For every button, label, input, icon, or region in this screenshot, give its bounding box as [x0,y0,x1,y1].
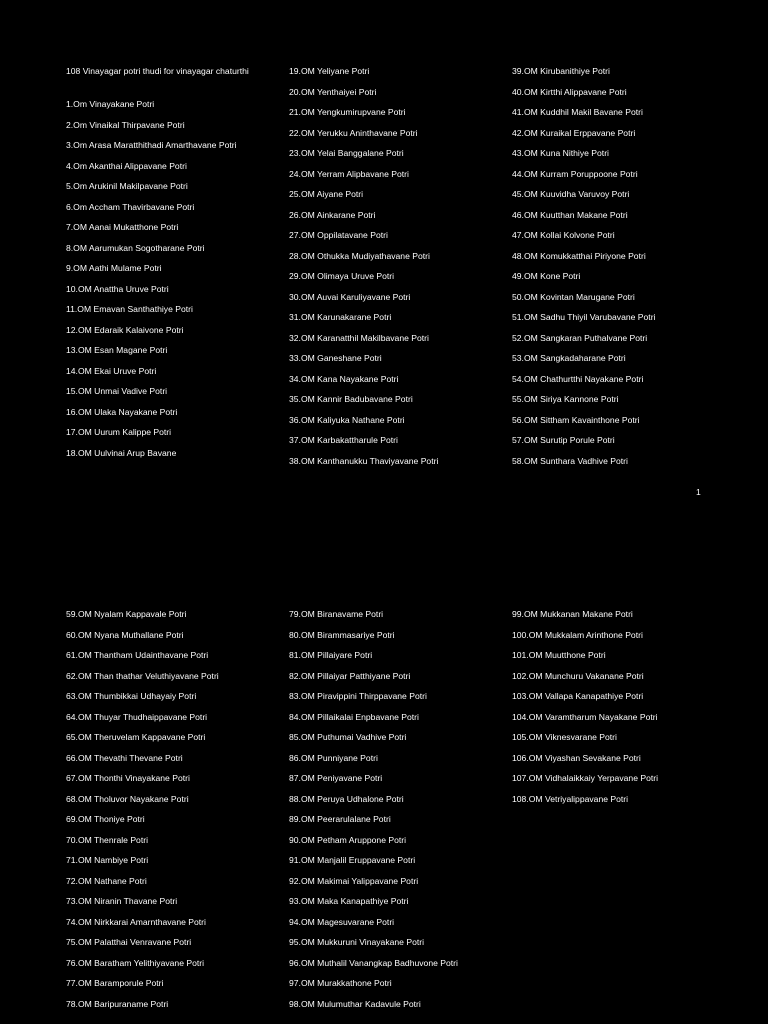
potri-line: 74.OM Nirkkarai Amarnthavane Potri [66,916,206,927]
potri-line: 84.OM Pillaikalai Enpbavane Potri [289,711,419,722]
column-3 [512,609,658,814]
potri-line: 89.OM Peerarulalane Potri [289,814,391,824]
potri-line: 9.OM Aathi Mulame Potri [66,263,162,273]
potri-line: 25.OM Aiyane Potri [289,189,364,199]
potri-line: 3.Om Arasa Maratthithadi Amarthavane Potri [66,140,237,150]
potri-line: 97.OM Murakkathone Potri [289,978,392,988]
potri-line: 82.OM Pillaiyar Patthiyane Potri [289,670,411,681]
potri-line: 77.OM Baramporule Potri [66,978,164,988]
potri-line: 39.OM Kirubanithiye Potri [512,66,610,76]
potri-line: 79.OM Biranavame Potri [289,609,384,619]
potri-line: 65.OM Theruvelam Kappavane Potri [66,732,206,742]
potri-line: 105.OM Viknesvarane Potri [512,732,617,742]
potri-line: 38.OM Kanthanukku Thaviyavane Potri [289,455,439,466]
potri-line: 52.OM Sangkaran Puthalvane Potri [512,332,648,343]
potri-line: 8.OM Aarumukan Sogotharane Potri [66,242,205,253]
potri-line: 55.OM Siriya Kannone Potri [512,394,619,404]
potri-line: 76.OM Baratham Yelithiyavane Potri [66,957,205,968]
potri-line: 68.OM Tholuvor Nayakane Potri [66,793,189,804]
potri-line: 6.Om Accham Thavirbavane Potri [66,201,195,212]
potri-line: 103.OM Vallapa Kanapathiye Potri [512,691,644,701]
potri-line: 5.Om Arukinil Makilpavane Potri [66,181,188,191]
potri-line: 27.OM Oppilatavane Potri [289,230,388,240]
potri-line: 40.OM Kirtthi Alippavane Potri [512,86,627,97]
potri-line: 73.OM Niranin Thavane Potri [66,896,178,906]
potri-line: 51.OM Sadhu Thiyil Varubavane Potri [512,312,656,322]
potri-line: 92.OM Makimai Yalippavane Potri [289,875,419,886]
potri-line: 33.OM Ganeshane Potri [289,353,382,363]
potri-line: 12.OM Edaraik Kalaivone Potri [66,324,184,335]
potri-line: 69.OM Thoniye Potri [66,814,145,824]
potri-line: 49.OM Kone Potri [512,271,581,281]
potri-line: 28.OM Othukka Mudiyathavane Potri [289,250,430,261]
potri-line: 64.OM Thuyar Thudhaippavane Potri [66,711,208,722]
potri-line: 46.OM Kuutthan Makane Potri [512,209,628,220]
potri-line: 57.OM Surutip Porule Potri [512,435,615,445]
potri-line: 19.OM Yeliyane Potri [289,66,370,76]
potri-line: 87.OM Peniyavane Potri [289,773,383,783]
potri-line: 22.OM Yerukku Aninthavane Potri [289,127,418,138]
potri-line: 30.OM Auvai Karuliyavane Potri [289,291,411,302]
potri-line: 34.OM Kana Nayakane Potri [289,373,399,384]
potri-line: 14.OM Ekai Uruve Potri [66,365,157,376]
potri-line: 23.OM Yelai Banggalane Potri [289,148,404,158]
potri-line: 94.OM Magesuvarane Potri [289,916,395,927]
potri-line: 104.OM Varamtharum Nayakane Potri [512,711,658,722]
potri-line: 106.OM Viyashan Sevakane Potri [512,752,641,763]
potri-line: 18.OM Uulvinai Arup Bavane [66,447,177,458]
potri-line: 95.OM Mukkuruni Vinayakane Potri [289,937,425,947]
potri-line: 15.OM Unmai Vadive Potri [66,386,168,396]
potri-line: 60.OM Nyana Muthallane Potri [66,629,184,640]
potri-line: 35.OM Kannir Badubavane Potri [289,394,413,404]
potri-line: 80.OM Birammasariye Potri [289,629,395,640]
column-1 [66,66,256,468]
column-2 [289,609,458,1019]
potri-line: 108.OM Vetriyalippavane Potri [512,793,629,804]
potri-line: 56.OM Sittham Kavainthone Potri [512,414,640,425]
document-heading: 108 Vinayagar potri thudi for vinayagar chaturthi [66,66,249,76]
potri-line: 2.Om Vinaikal Thirpavane Potri [66,119,185,130]
potri-line: 21.OM Yengkumirupvane Potri [289,107,406,117]
potri-line: 66.OM Thevathi Thevane Potri [66,752,183,763]
potri-line: 31.OM Karunakarane Potri [289,312,392,322]
potri-line: 67.OM Thonthi Vinayakane Potri [66,773,190,783]
potri-line: 102.OM Munchuru Vakanane Potri [512,670,644,681]
column-2 [289,66,438,476]
potri-line: 29.OM Olimaya Uruve Potri [289,271,395,281]
potri-line: 59.OM Nyalam Kappavale Potri [66,609,187,619]
potri-line: 32.OM Karanatthil Makilbavane Potri [289,332,429,343]
potri-line: 81.OM Pillaiyare Potri [289,650,373,660]
potri-line: 72.OM Nathane Potri [66,875,147,886]
potri-line: 78.OM Baripuraname Potri [66,998,169,1009]
potri-line: 88.OM Peruya Udhalone Potri [289,793,404,804]
potri-line: 83.OM Piravippini Thirppavane Potri [289,691,427,701]
potri-line: 53.OM Sangkadaharane Potri [512,353,626,363]
potri-line: 86.OM Punniyane Potri [289,752,378,763]
potri-line: 42.OM Kuraikal Erppavane Potri [512,127,636,138]
potri-line: 96.OM Muthalil Vanangkap Badhuvone Potri [289,957,458,968]
potri-line: 101.OM Muutthone Potri [512,650,606,660]
potri-line: 1.Om Vinayakane Potri [66,99,155,109]
potri-line: 43.OM Kuna Nithiye Potri [512,148,609,158]
potri-line: 17.OM Uurum Kalippe Potri [66,427,172,437]
potri-line: 54.OM Chathurtthi Nayakane Potri [512,373,644,384]
potri-line: 13.OM Esan Magane Potri [66,345,168,355]
potri-line: 36.OM Kaliyuka Nathane Potri [289,414,405,425]
potri-line: 50.OM Kovintan Marugane Potri [512,291,635,302]
potri-line: 61.OM Thantham Udainthavane Potri [66,650,209,660]
potri-line: 91.OM Manjalil Eruppavane Potri [289,855,416,865]
potri-line: 62.OM Than thathar Veluthiyavane Potri [66,670,219,681]
potri-line: 107.OM Vidhalaikkaiy Yerpavane Potri [512,773,659,783]
potri-line: 48.OM Komukkatthai Piriyone Potri [512,250,646,261]
potri-line: 85.OM Puthumai Vadhive Potri [289,732,407,742]
potri-line: 58.OM Sunthara Vadhive Potri [512,455,628,466]
potri-line: 63.OM Thumbikkai Udhayaiy Potri [66,691,197,701]
potri-line: 98.OM Mulumuthar Kadavule Potri [289,998,421,1009]
document-page-1 [0,0,768,510]
potri-line: 7.OM Aanai Mukatthone Potri [66,222,179,232]
potri-line: 4.Om Akanthai Alippavane Potri [66,160,187,171]
potri-line: 20.OM Yenthaiyei Potri [289,86,377,97]
potri-line: 99.OM Mukkanan Makane Potri [512,609,633,619]
potri-line: 16.OM Ulaka Nayakane Potri [66,406,178,417]
column-3 [512,66,655,476]
potri-line: 45.OM Kuuvidha Varuvoy Potri [512,189,630,199]
document-page-2 [0,560,768,1024]
potri-line: 90.OM Petham Aruppone Potri [289,834,407,845]
page-number: 1 [696,487,701,497]
potri-line: 100.OM Mukkalam Arinthone Potri [512,629,643,640]
potri-line: 26.OM Ainkarane Potri [289,209,376,220]
potri-line: 37.OM Karbakattharule Potri [289,435,398,445]
potri-line: 10.OM Anattha Uruve Potri [66,283,169,294]
potri-line: 24.OM Yerram Alipbavane Potri [289,168,409,179]
potri-line: 70.OM Thenrale Potri [66,834,148,845]
potri-line: 11.OM Emavan Santhathiye Potri [66,304,193,314]
column-1 [66,609,219,1019]
potri-line: 71.OM Nambiye Potri [66,855,149,865]
potri-line: 75.OM Palatthai Venravane Potri [66,937,192,947]
potri-line: 44.OM Kurram Poruppoone Potri [512,168,638,179]
potri-line: 41.OM Kuddhil Makil Bavane Potri [512,107,643,117]
potri-line: 93.OM Maka Kanapathiye Potri [289,896,409,906]
potri-line: 47.OM Kollai Kolvone Potri [512,230,615,240]
